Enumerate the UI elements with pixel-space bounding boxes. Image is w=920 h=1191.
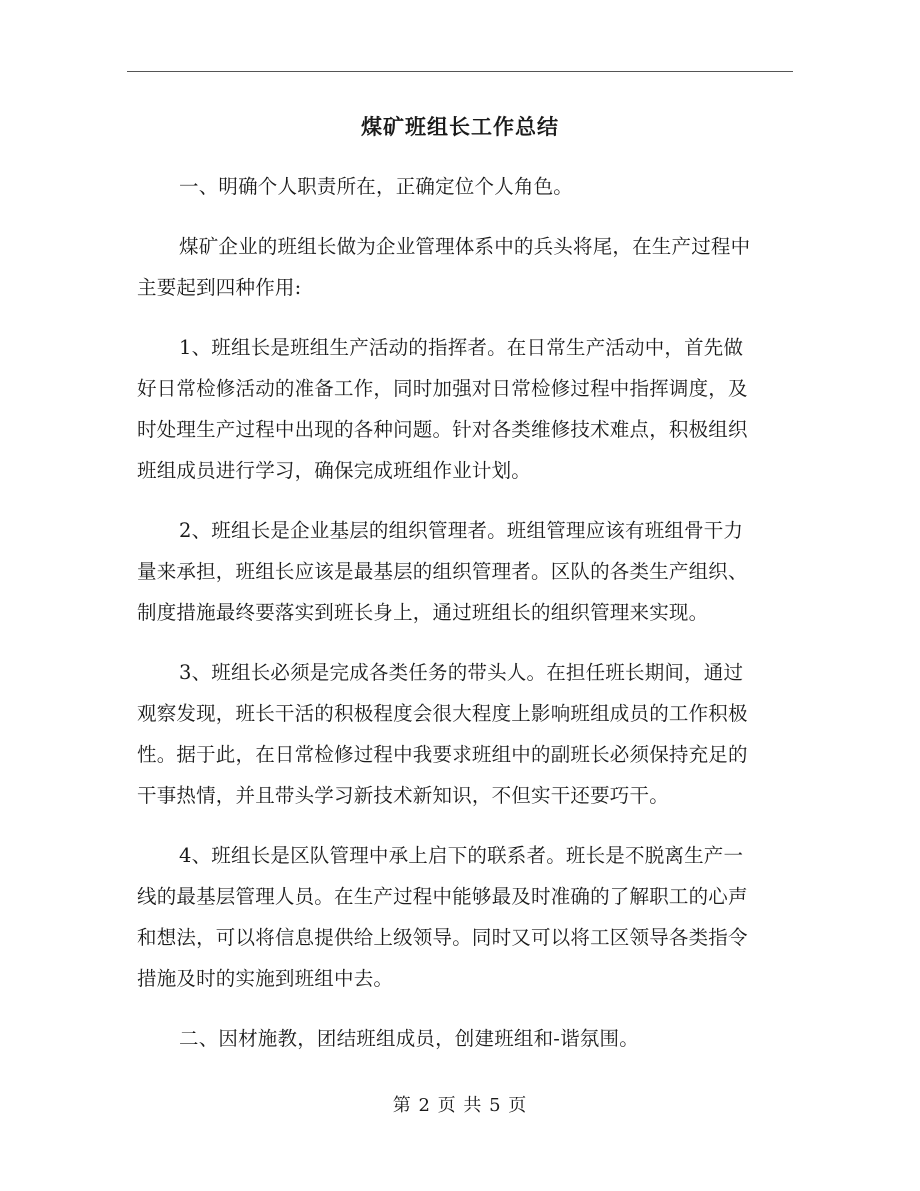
section-heading-2: [137, 1018, 793, 1059]
text-line: 煤矿企业的班组长做为企业管理体系中的兵头将尾，在生产过程中: [179, 235, 751, 258]
role-paragraph-2: [137, 510, 793, 633]
text-line: 好日常检修活动的准备工作，同时加强对日常检修过程中指挥调度，及: [137, 377, 748, 400]
page-number-footer: 第 2 页 共 5 页: [392, 1095, 528, 1116]
text-line: 二、因材施教，团结班组成员，创建班组和-谐氛围。: [179, 1027, 639, 1050]
text-line: 时处理生产过程中出现的各种问题。针对各类维修技术难点，积极组织: [137, 418, 748, 441]
text-line: 一、明确个人职责所在，正确定位个人角色。: [179, 175, 574, 198]
text-line: 线的最基层管理人员。在生产过程中能够最及时准确的了解职工的心声: [137, 885, 748, 908]
text-line: 和想法，可以将信息提供给上级领导。同时又可以将工区领导各类指令: [137, 926, 748, 949]
text-line: 措施及时的实施到班组中去。: [137, 967, 394, 990]
text-line: 班组成员进行学习，确保完成班组作业计划。: [137, 459, 532, 482]
role-paragraph-1: [137, 327, 793, 491]
text-line: 1、班组长是班组生产活动的指挥者。在日常生产活动中，首先做: [179, 336, 744, 359]
text-line: 性。据于此，在日常检修过程中我要求班组中的副班长必须保持充足的: [137, 743, 748, 766]
role-paragraph-4: [137, 835, 793, 999]
text-line: 观察发现，班长干活的积极程度会很大程度上影响班组成员的工作积极: [137, 702, 748, 725]
text-line: 4、班组长是区队管理中承上启下的联系者。班长是不脱离生产一: [179, 844, 744, 867]
text-line: 干事热情，并且带头学习新技术新知识，不但实干还要巧干。: [137, 784, 669, 807]
text-line: 3、班组长必须是完成各类任务的带头人。在担任班长期间，通过: [179, 661, 744, 684]
page-title: 煤矿班组长工作总结: [361, 115, 559, 139]
document-body: [137, 166, 793, 1078]
text-line: 制度措施最终要落实到班长身上，通过班组长的组织管理来实现。: [137, 601, 709, 624]
text-line: 主要起到四种作用:: [137, 276, 302, 299]
text-line: 2、班组长是企业基层的组织管理者。班组管理应该有班组骨干力: [179, 519, 744, 542]
header-rule: [127, 71, 793, 72]
text-line: 量来承担，班组长应该是最基层的组织管理者。区队的各类生产组织、: [137, 560, 748, 583]
role-paragraph-3: [137, 652, 793, 816]
section-heading-1: [137, 166, 793, 207]
intro-paragraph: [137, 226, 793, 308]
